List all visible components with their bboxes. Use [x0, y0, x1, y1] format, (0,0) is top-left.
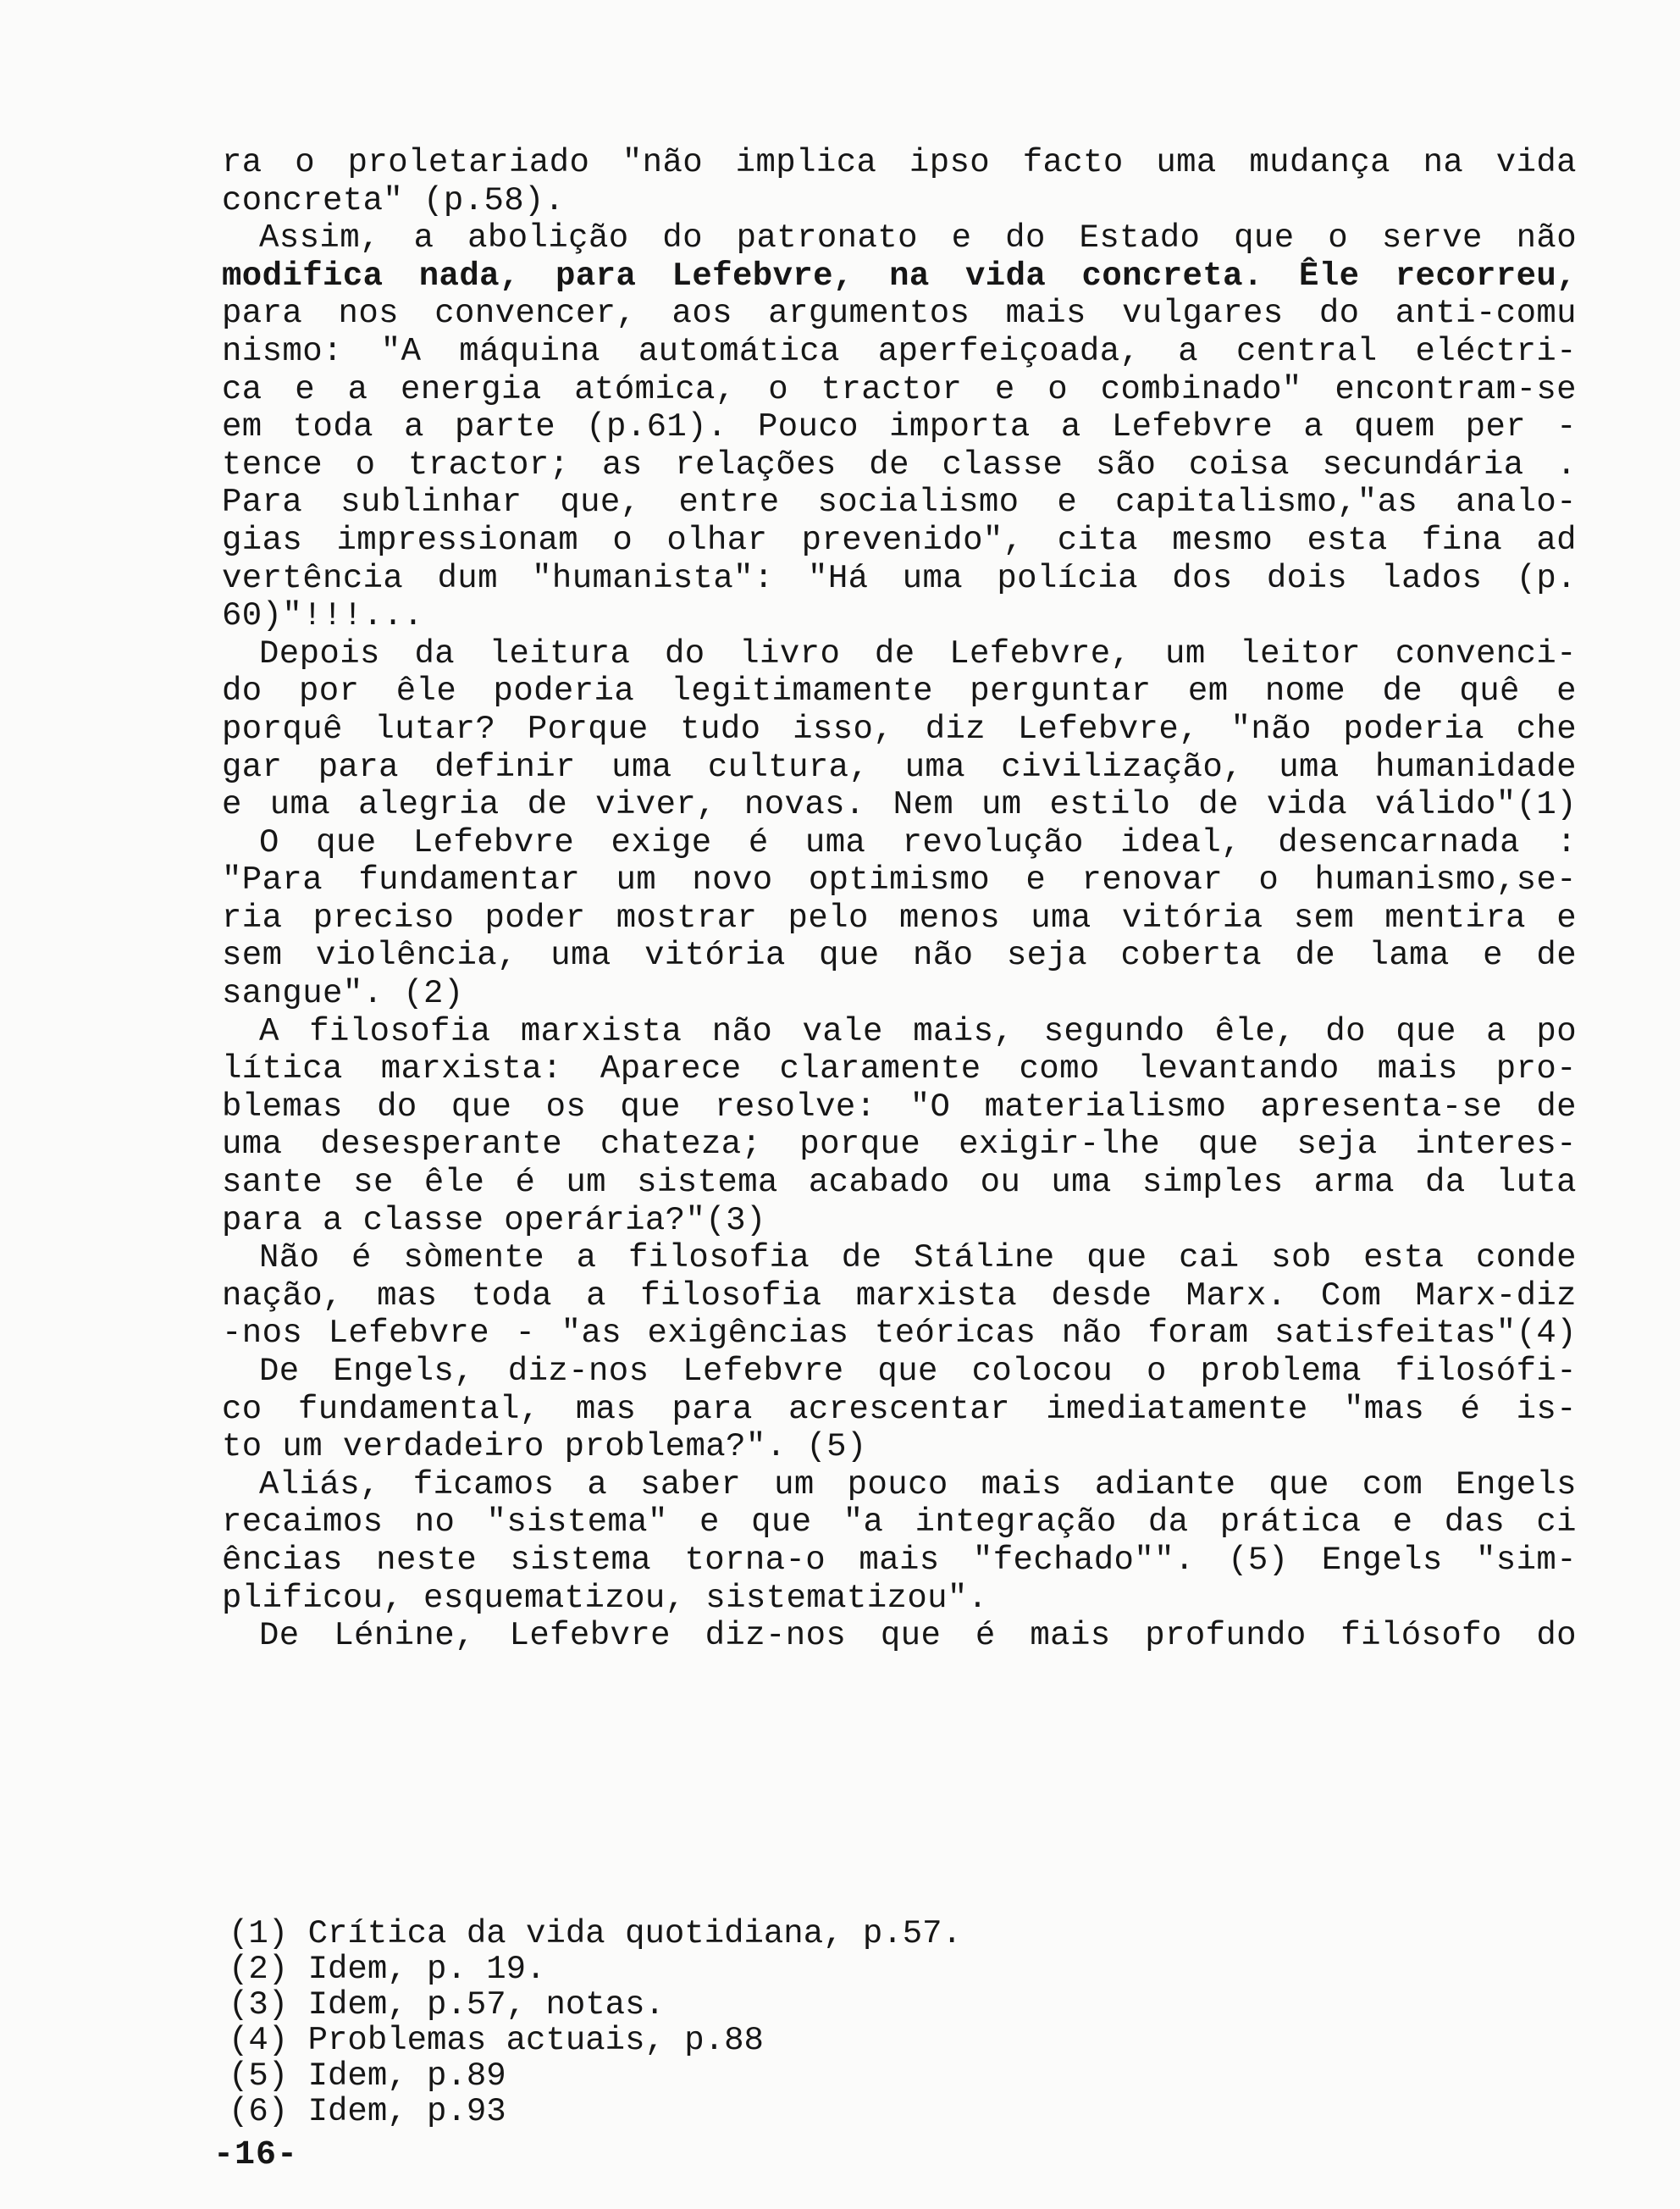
text-line: Aliás, ficamos a saber um pouco mais adiante que com Engels	[259, 1465, 1577, 1503]
text-line: ria preciso poder mostrar pelo menos uma vitória sem mentira e	[222, 899, 1577, 937]
text-line: concreta" (p.58).	[222, 181, 565, 219]
footnote: (1) Crítica da vida quotidiana, p.57.	[229, 1915, 962, 1952]
footnote: (5) Idem, p.89	[229, 2057, 506, 2095]
text-line: 60)"!!!...	[222, 597, 424, 635]
text-line: O que Lefebvre exige é uma revolução ideal, desencarnada :	[259, 823, 1577, 861]
text-line: nação, mas toda a filosofia marxista desde Marx. Com Marx-diz	[222, 1276, 1577, 1315]
text-line: Depois da leitura do livro de Lefebvre, um leitor convenci-	[259, 634, 1577, 673]
text-line: lítica marxista: Aparece claramente como levantando mais pro-	[222, 1050, 1577, 1088]
text-line: sante se êle é um sistema acabado ou uma simples arma da luta	[222, 1164, 1577, 1202]
text-line: gar para definir uma cultura, uma civilização, uma humanidade	[222, 748, 1577, 786]
text-line: -nos Lefebvre - "as exigências teóricas não foram satisfeitas"(4)	[222, 1315, 1577, 1353]
text-line: para a classe operária?"(3)	[222, 1201, 766, 1239]
text-line: ências neste sistema torna-o mais "fechado"". (5) Engels "sim-	[222, 1541, 1577, 1579]
text-line: blemas do que os que resolve: "O materialismo apresenta-se de	[222, 1088, 1577, 1126]
body-text	[222, 144, 1577, 1655]
text-line: recaimos no "sistema" e que "a integração da prática e das ci	[222, 1503, 1577, 1542]
text-line: vertência dum "humanista": "Há uma polícia dos dois lados (p.	[222, 559, 1577, 597]
text-line: sangue". (2)	[222, 975, 464, 1013]
text-line: nismo: "A máquina automática aperfeiçoada, a central eléctri-	[222, 332, 1577, 370]
text-line: ca e a energia atómica, o tractor e o combinado" encontram-se	[222, 370, 1577, 408]
text-line: sem violência, uma vitória que não seja coberta de lama e de	[222, 937, 1577, 975]
footnote: (3) Idem, p.57, notas.	[229, 1986, 665, 2024]
text-line: Não é sòmente a filosofia de Stáline que cai sob esta conde	[259, 1239, 1577, 1277]
footnote: (6) Idem, p.93	[229, 2093, 506, 2130]
text-line: plificou, esquematizou, sistematizou".	[222, 1579, 988, 1617]
page-number: -16-	[213, 2136, 299, 2174]
footnote: (2) Idem, p. 19.	[229, 1951, 546, 1988]
text-line: Assim, a abolição do patronato e do Estado que o serve não	[259, 219, 1577, 257]
text-line: Para sublinhar que, entre socialismo e capitalismo,"as analo-	[222, 484, 1577, 522]
text-line: to um verdadeiro problema?". (5)	[222, 1428, 867, 1466]
text-line: A filosofia marxista não vale mais, segundo êle, do que a po	[259, 1012, 1577, 1050]
text-line: modifica nada, para Lefebvre, na vida concreta. Êle recorreu,	[222, 257, 1577, 295]
text-line: do por êle poderia legitimamente perguntar em nome de quê e	[222, 673, 1577, 711]
text-line: De Engels, diz-nos Lefebvre que colocou o problema filosófi-	[259, 1353, 1577, 1390]
text-line: De Lénine, Lefebvre diz-nos que é mais profundo filósofo do	[259, 1617, 1577, 1655]
footnotes	[229, 1916, 962, 2129]
text-line: gias impressionam o olhar prevenido", cita mesmo esta fina ad	[222, 521, 1577, 559]
text-line: co fundamental, mas para acrescentar imediatamente "mas é is-	[222, 1390, 1577, 1428]
text-line: em toda a parte (p.61). Pouco importa a Lefebvre a quem per -	[222, 408, 1577, 446]
text-line: para nos convencer, aos argumentos mais vulgares do anti-comu	[222, 295, 1577, 333]
text-line: e uma alegria de viver, novas. Nem um estilo de vida válido"(1)	[222, 786, 1577, 824]
text-line: porquê lutar? Porque tudo isso, diz Lefebvre, "não poderia che	[222, 710, 1577, 748]
text-line: uma desesperante chateza; porque exigir-lhe que seja interes-	[222, 1126, 1577, 1164]
text-line: tence o tractor; as relações de classe são coisa secundária .	[222, 446, 1577, 484]
text-line: ra o proletariado "não implica ipso facto uma mudança na vida	[222, 144, 1577, 181]
text-line: "Para fundamentar um novo optimismo e renovar o humanismo,se-	[222, 861, 1577, 900]
footnote: (4) Problemas actuais, p.88	[229, 2022, 764, 2059]
